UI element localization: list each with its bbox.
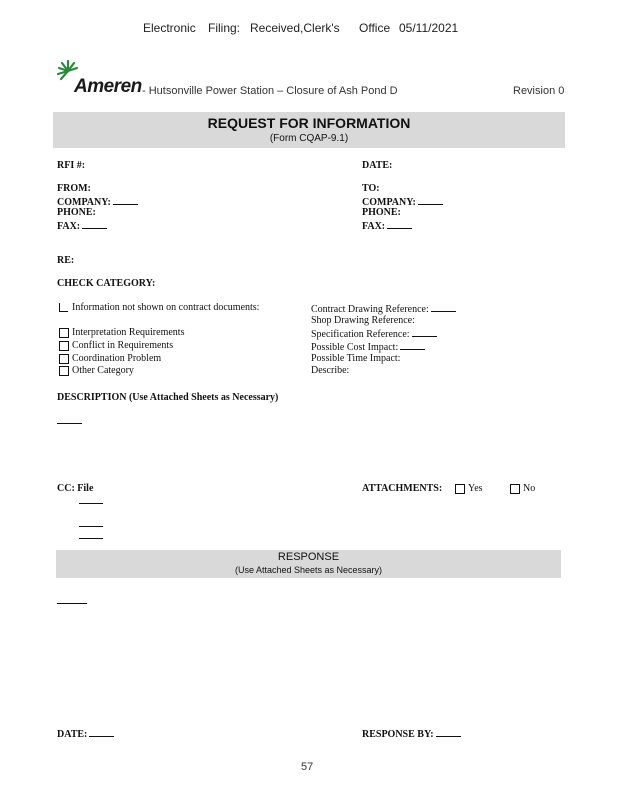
- description-blank[interactable]: [57, 423, 82, 424]
- shop-drawing-ref-label: Shop Drawing Reference:: [311, 315, 415, 326]
- category-label-other: Other Category: [72, 365, 134, 376]
- from-label: FROM:: [57, 183, 91, 194]
- checkbox-conflict[interactable]: [59, 341, 69, 351]
- fax-label: FAX:: [57, 221, 81, 232]
- specification-ref-label: Specification Reference:: [311, 329, 410, 340]
- category-label-info-not-shown: Information not shown on contract documents:: [72, 302, 260, 313]
- specification-ref-field[interactable]: [311, 327, 437, 340]
- response-blank[interactable]: [57, 603, 87, 604]
- response-title: RESPONSE: [277, 551, 340, 563]
- to-fax-field[interactable]: [362, 219, 412, 232]
- attachments-no-label: No: [523, 483, 536, 494]
- page-number: 57: [301, 761, 314, 773]
- response-date-field[interactable]: [57, 727, 114, 740]
- checkbox-coordination[interactable]: [59, 354, 69, 364]
- form-title: REQUEST FOR INFORMATION: [207, 115, 411, 131]
- stamp-date: 05/11/2021: [399, 21, 459, 35]
- fax-label: FAX:: [362, 221, 386, 232]
- from-fax-blank[interactable]: [82, 219, 107, 229]
- category-label-coordination: Coordination Problem: [72, 353, 162, 364]
- category-label-interpretation: Interpretation Requirements: [72, 327, 185, 338]
- checkbox-other[interactable]: [59, 366, 69, 376]
- response-by-blank[interactable]: [436, 727, 461, 737]
- header-subtitle: - Hutsonville Power Station – Closure of Ash Pond D: [142, 85, 398, 97]
- revision-label: Revision 0: [513, 85, 565, 97]
- date-label: DATE:: [362, 160, 393, 171]
- response-by-label: RESPONSE BY:: [362, 729, 434, 740]
- describe-label: Describe:: [311, 365, 350, 376]
- checkbox-info-not-shown[interactable]: [59, 303, 68, 312]
- to-phone-label: PHONE:: [362, 207, 401, 218]
- attachments-yes-checkbox[interactable]: [455, 484, 465, 494]
- contract-drawing-ref-field[interactable]: [311, 302, 456, 315]
- check-category-label: CHECK CATEGORY:: [57, 278, 156, 289]
- category-label-conflict: Conflict in Requirements: [72, 340, 174, 351]
- to-fax-blank[interactable]: [387, 219, 412, 229]
- checkbox-interpretation[interactable]: [59, 328, 69, 338]
- rfi-number-label: RFI #:: [57, 160, 86, 171]
- contract-drawing-ref-label: Contract Drawing Reference:: [311, 304, 429, 315]
- form-title-bar: [53, 112, 565, 148]
- stamp-word-electronic: Electronic: [143, 21, 196, 35]
- stamp-word-received: Received,Clerk's: [250, 21, 340, 35]
- response-date-blank[interactable]: [89, 727, 114, 737]
- stamp-word-filing: Filing:: [208, 21, 241, 35]
- contract-drawing-ref-blank[interactable]: [431, 302, 456, 312]
- response-bar: [56, 550, 561, 578]
- response-date-label: DATE:: [57, 729, 88, 740]
- stamp-word-office: Office: [359, 21, 391, 35]
- from-fax-field[interactable]: [57, 219, 107, 232]
- attachments-yes-label: Yes: [468, 483, 483, 494]
- cc-blank-3[interactable]: [79, 538, 103, 539]
- company-label: COMPANY:: [362, 197, 416, 208]
- from-company-blank[interactable]: [113, 195, 138, 205]
- specification-ref-blank[interactable]: [412, 327, 437, 337]
- ameren-logo-text: Ameren: [74, 76, 142, 97]
- cc-blank-1[interactable]: [79, 503, 103, 504]
- response-subtitle: (Use Attached Sheets as Necessary): [234, 565, 383, 575]
- company-label: COMPANY:: [57, 197, 111, 208]
- cc-file-label: CC: File: [57, 483, 94, 494]
- from-phone-label: PHONE:: [57, 207, 96, 218]
- to-company-blank[interactable]: [418, 195, 443, 205]
- attachments-label: ATTACHMENTS:: [362, 483, 443, 494]
- form-number: (Form CQAP-9.1): [269, 133, 349, 144]
- re-label: RE:: [57, 255, 75, 266]
- cost-impact-label: Possible Cost Impact:: [311, 342, 399, 353]
- cost-impact-blank[interactable]: [400, 340, 425, 350]
- description-label: DESCRIPTION (Use Attached Sheets as Necessary): [57, 392, 279, 403]
- attachments-no-checkbox[interactable]: [510, 484, 520, 494]
- response-by-field[interactable]: [362, 727, 461, 740]
- cost-impact-field[interactable]: [311, 340, 425, 353]
- to-label: TO:: [362, 183, 380, 194]
- time-impact-label: Possible Time Impact:: [311, 353, 401, 364]
- cc-blank-2[interactable]: [79, 526, 103, 527]
